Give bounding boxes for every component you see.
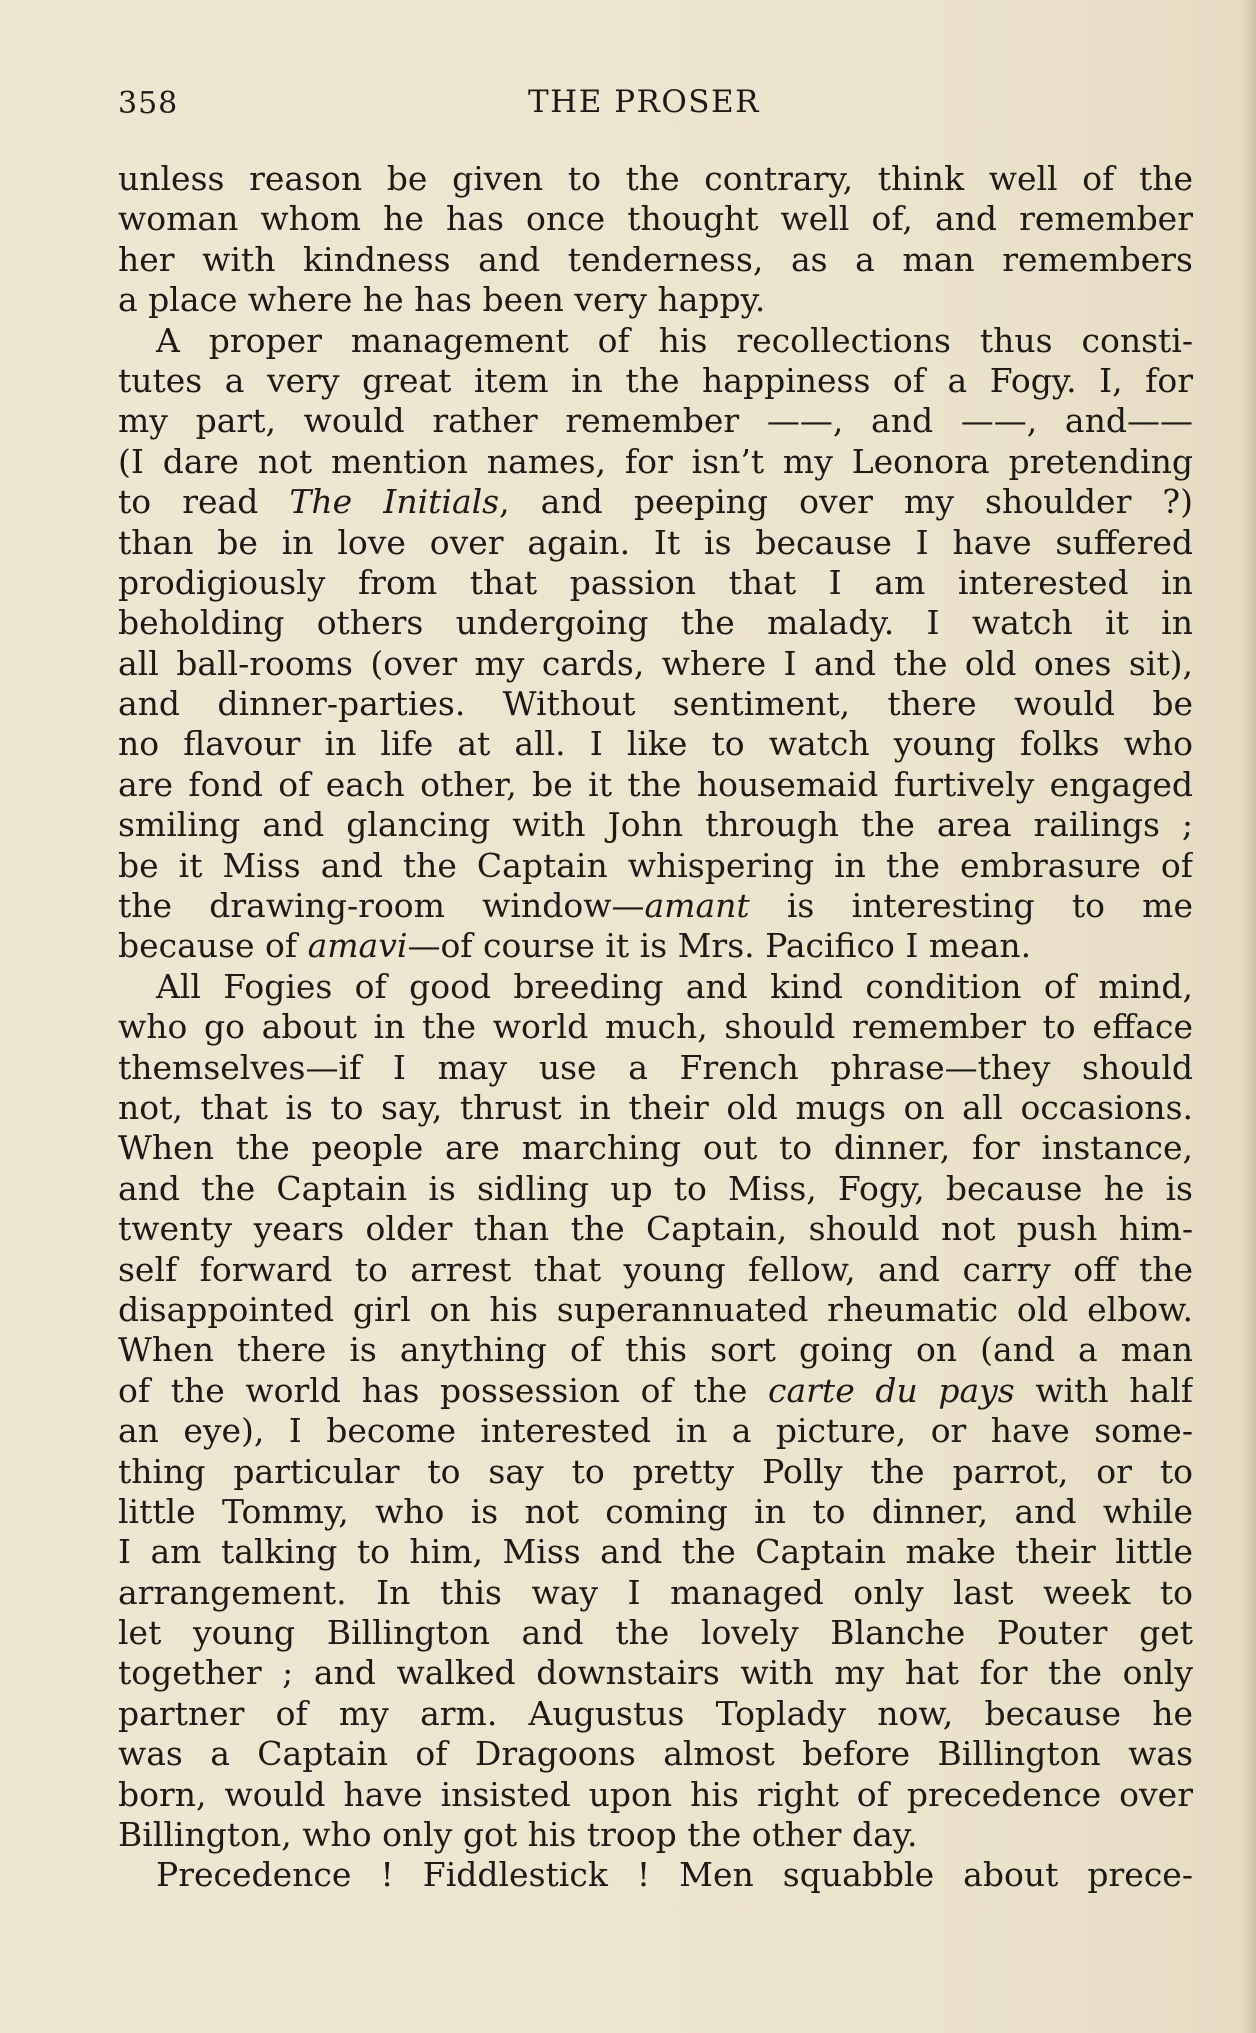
page-number: 358	[118, 86, 179, 121]
text-line: thing particular to say to pretty Polly the parrot, or to	[118, 1451, 1193, 1491]
text-line: woman whom he has once thought well of, and remember	[118, 199, 1193, 239]
text-line: than be in love over again. It is because I have suffered	[118, 522, 1193, 562]
text-line: When the people are marching out to dinner, for instance,	[118, 1128, 1193, 1168]
text-line: All Fogies of good breeding and kind condition of mind,	[156, 966, 1193, 1006]
text-line: be it Miss and the Captain whispering in the embrasure of	[118, 845, 1193, 885]
text-line: was a Captain of Dragoons almost before Billington was	[118, 1734, 1193, 1774]
text-line: A proper management of his recollections thus consti-	[156, 320, 1193, 360]
text-line: tutes a very great item in the happiness of a Fogy. I, for	[118, 360, 1193, 400]
text-line: (I dare not mention names, for isn’t my Leonora pretending	[118, 441, 1193, 481]
running-title: THE PROSER	[528, 84, 761, 120]
text-line: smiling and glancing with John through the area railings ;	[118, 805, 1193, 845]
text-line: all ball-rooms (over my cards, where I and the old ones sit),	[118, 643, 1193, 683]
text-line: twenty years older than the Captain, should not push him-	[118, 1209, 1193, 1249]
text-line: When there is anything of this sort going on (and a man	[118, 1330, 1193, 1370]
text-line: disappointed girl on his superannuated rheumatic old elbow.	[118, 1289, 1193, 1329]
text-line: unless reason be given to the contrary, think well of the	[118, 159, 1193, 198]
text-line: self forward to arrest that young fellow, and carry off the	[118, 1249, 1193, 1289]
text-line: arrangement. In this way I managed only last week to	[118, 1572, 1193, 1612]
text-line: themselves—if I may use a French phrase—they should	[118, 1047, 1193, 1087]
text-line: born, would have insisted upon his right of precedence over	[118, 1774, 1193, 1814]
text-line: my part, would rather remember ——, and ——, and——	[118, 401, 1193, 441]
text-line: prodigiously from that passion that I am interested in	[118, 562, 1193, 602]
text-line: an eye), I become interested in a picture, or have some-	[118, 1411, 1193, 1451]
text-line: no flavour in life at all. I like to watch young folks who	[118, 724, 1193, 764]
text-line: the drawing-room window—amant is interesting to me	[118, 886, 1193, 926]
running-head	[118, 78, 1188, 130]
page-edge-shadow	[1242, 0, 1256, 2033]
text-line: to read The Initials, and peeping over my shoulder ?)	[118, 482, 1193, 522]
text-line: together ; and walked downstairs with my hat for the only	[118, 1653, 1193, 1693]
text-line: partner of my arm. Augustus Toplady now, because he	[118, 1693, 1193, 1733]
text-line: and the Captain is sidling up to Miss, Fogy, because he is	[118, 1168, 1193, 1208]
text-line: not, that is to say, thrust in their old mugs on all occasions.	[118, 1087, 1193, 1127]
text-line: I am talking to him, Miss and the Captain make their little	[118, 1532, 1193, 1572]
text-line: are fond of each other, be it the housemaid furtively engaged	[118, 764, 1193, 804]
text-line: Precedence ! Fiddlestick ! Men squabble about prece-	[156, 1855, 1193, 1895]
text-line: Billington, who only got his troop the other day.	[118, 1815, 918, 1855]
body-text	[118, 159, 1193, 1896]
text-line: her with kindness and tenderness, as a man remembers	[118, 239, 1193, 279]
text-line: little Tommy, who is not coming in to dinner, and while	[118, 1491, 1193, 1531]
text-line: beholding others undergoing the malady. I watch it in	[118, 603, 1193, 643]
text-line: and dinner-parties. Without sentiment, there would be	[118, 684, 1193, 724]
text-line: who go about in the world much, should remember to efface	[118, 1007, 1193, 1047]
text-line: let young Billington and the lovely Blanche Pouter get	[118, 1613, 1193, 1653]
text-line: because of amavi—of course it is Mrs. Pacifico I mean.	[118, 926, 1032, 966]
text-line: of the world has possession of the carte du pays with half	[118, 1370, 1193, 1410]
text-line: a place where he has been very happy.	[118, 280, 766, 320]
